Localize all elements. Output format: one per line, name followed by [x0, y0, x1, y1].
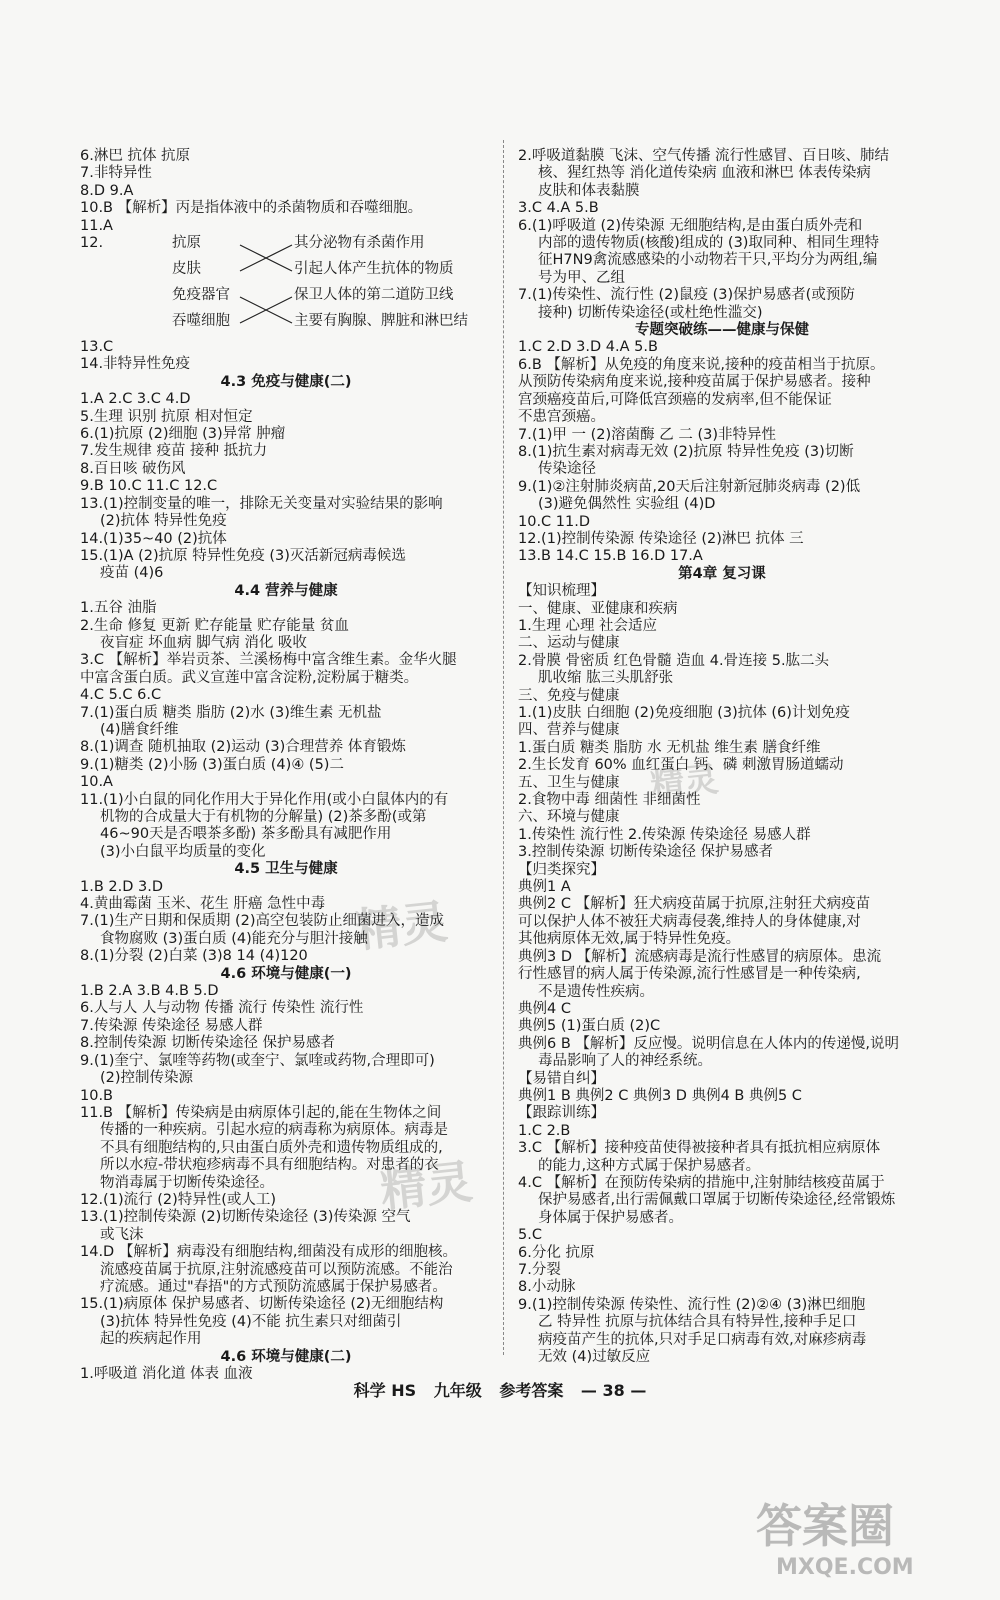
answer-line: 不是遗传性疾病。	[538, 983, 654, 1000]
match-lines	[94, 235, 494, 339]
answer-line: 14.(1)35~40 (2)抗体	[80, 530, 227, 547]
answer-line: 【跟踪训练】	[518, 1105, 605, 1122]
answer-line: 1.A 2.C 3.C 4.D	[80, 391, 191, 408]
answer-line: 从预防传染病角度来说,接种疫苗属于保护易感者。接种	[518, 374, 871, 391]
answer-line: 46~90天是否喂茶多酚) 茶多酚具有减肥作用	[100, 826, 392, 843]
answer-line: 1.蛋白质 糖类 脂肪 水 无机盐 维生素 膳食纤维	[518, 739, 821, 756]
answer-line: (4)膳食纤维	[100, 721, 179, 738]
answer-line: 8.小动脉	[518, 1279, 576, 1296]
answer-line: 乙 特异性 抗原与抗体结合具有特异性,接种手足口	[538, 1314, 857, 1331]
answer-line: 12.(1)控制传染源 传染途径 (2)淋巴 抗体 三	[518, 530, 804, 547]
answer-line: 9.(1)糖类 (2)小肠 (3)蛋白质 (4)④ (5)二	[80, 756, 344, 773]
answer-line: 3.控制传染源 切断传染途径 保护易感者	[518, 844, 774, 861]
answer-line: 3.C 4.A 5.B	[518, 200, 599, 217]
answer-line: 六、环境与健康	[518, 809, 620, 826]
answer-line: 号为甲、乙组	[538, 269, 625, 286]
answer-line: 内部的遗传物质(核酸)组成的 (3)取同种、相同生理特	[538, 235, 879, 252]
answer-line: 8.D 9.A	[80, 182, 134, 199]
answer-line: (2)抗体 特异性免疫	[100, 513, 227, 530]
question-number: 12.	[80, 235, 104, 252]
answer-line: 8.控制传染源 切断传染途径 保护易感者	[80, 1035, 336, 1052]
answer-line: 1.C 2.D 3.D 4.A 5.B	[518, 339, 658, 356]
answer-line: 三、免疫与健康	[518, 687, 620, 704]
answer-line: 一、健康、亚健康和疾病	[518, 600, 678, 617]
column-divider	[503, 140, 504, 1355]
footer-page-number: — 38 —	[580, 1381, 647, 1400]
answer-line: 3.C 【解析】接种疫苗使得被接种者具有抵抗相应病原体	[518, 1140, 881, 1157]
match-right-item: 主要有胸腺、脾脏和淋巴结	[294, 313, 468, 330]
answer-line: 典例4 C	[518, 1000, 571, 1017]
answer-line: 物消毒属于切断传染途径。	[100, 1174, 274, 1191]
answer-line: 1.B 2.A 3.B 4.B 5.D	[80, 983, 219, 1000]
section-heading: 4.5 卫生与健康	[234, 861, 338, 878]
answer-line: 2.生长发育 60% 血红蛋白 钙、磷 刺激胃肠道蠕动	[518, 757, 844, 774]
answer-line: 6.人与人 人与动物 传播 流行 传染性 流行性	[80, 1000, 364, 1017]
answer-line: 4.黄曲霉菌 玉米、花生 肝癌 急性中毒	[80, 896, 326, 913]
answer-line: 典例3 D 【解析】流感病毒是流行性感冒的病原体。患流	[518, 948, 882, 965]
answer-line: 7.非特异性	[80, 165, 152, 182]
answer-line: 典例5 (1)蛋白质 (2)C	[518, 1018, 661, 1035]
answer-line: 流感疫苗属于抗原,注射流感疫苗可以预防流感。不能治	[100, 1261, 453, 1278]
answer-line: 五、卫生与健康	[518, 774, 620, 791]
answer-line: 14.非特异性免疫	[80, 356, 191, 373]
footer-grade: 九年级	[433, 1381, 482, 1400]
answer-line: 7.(1)传染性、流行性 (2)鼠疫 (3)保护易感者(或预防	[518, 287, 855, 304]
answer-line: 5.生理 识别 抗原 相对恒定	[80, 408, 253, 425]
answer-line: 机物的合成量大于有机物的分解量) (2)茶多酚(或第	[100, 809, 427, 825]
answer-line: 1.生理 心理 社会适应	[518, 617, 658, 634]
answer-line: 疗流感。通过"春捂"的方式预防流感属于保护易感者。	[100, 1278, 447, 1295]
answer-line: 行性感冒的病人属于传染源,流行性感冒是一种传染病,	[518, 966, 861, 983]
answer-line: 10.B	[80, 1087, 114, 1104]
logo-text: 答案圈	[756, 1499, 894, 1553]
answer-line: 11.(1)小白鼠的同化作用大于异化作用(或小白鼠体内的有	[80, 791, 449, 808]
answer-line: 4.C 【解析】在预防传染病的措施中,注射肺结核疫苗属于	[518, 1174, 885, 1191]
section-heading: 4.6 环境与健康(一)	[220, 965, 352, 982]
answer-line: 8.(1)分裂 (2)白菜 (3)8 14 (4)120	[80, 948, 308, 965]
answer-line: 1.(1)皮肤 白细胞 (2)免疫细胞 (3)抗体 (6)计划免疫	[518, 705, 850, 721]
answer-line: 宫颈癌疫苗后,可降低宫颈癌的发病率,但不能保证	[518, 391, 832, 408]
answer-line: 7.传染源 传染途径 易感人群	[80, 1017, 263, 1034]
answer-line: 典例2 C 【解析】狂犬病疫苗属于抗原,注射狂犬病疫苗	[518, 896, 871, 913]
answer-line: 10.B 【解析】丙是指体液中的杀菌物质和吞噬细胞。	[80, 200, 423, 217]
answer-line: 1.五谷 油脂	[80, 600, 157, 617]
answer-line: 14.D 【解析】病毒没有细胞结构,细菌没有成形的细胞核。	[80, 1244, 457, 1261]
answer-line: 10.A	[80, 774, 113, 791]
answer-line: 传染途径	[538, 461, 596, 478]
answer-line: 15.(1)病原体 保护易感者、切断传染途径 (2)无细胞结构	[80, 1296, 444, 1313]
answer-line: 核、猩红热等 消化道传染病 血液和淋巴 体表传染病	[538, 165, 871, 182]
answer-line: 征H7N9禽流感感染的小动物若干只,平均分为两组,编	[538, 252, 878, 269]
watermark: 精灵	[377, 1154, 475, 1218]
answer-line: 的能力,这种方式属于保护易感者。	[538, 1157, 761, 1174]
answer-line: 可以保护人体不被狂犬病毒侵袭,维持人的身体健康,对	[518, 913, 861, 930]
matching-question	[80, 235, 492, 339]
answer-line: 保护易感者,出行需佩戴口罩属于切断传染途径,经常锻炼	[538, 1192, 896, 1209]
answer-line: 15.(1)A (2)抗原 特异性免疫 (3)灭活新冠病毒候选	[80, 547, 406, 564]
section-heading: 专题突破练——健康与保健	[635, 322, 809, 339]
answer-line: 7.(1)甲 一 (2)溶菌酶 乙 二 (3)非特异性	[518, 426, 776, 443]
answer-line: 皮肤和体表黏膜	[538, 182, 640, 199]
answer-line: 传播的一种疾病。引起水痘的病毒称为病原体。病毒是	[100, 1122, 448, 1139]
match-left-item: 吞噬细胞	[172, 313, 230, 330]
answer-line: 接种) 切断传染途径(或杜绝性滥交)	[538, 304, 763, 321]
section-heading: 4.6 环境与健康(二)	[220, 1348, 352, 1365]
answer-line: 7.分裂	[518, 1262, 561, 1278]
answer-line: 13.C	[80, 339, 114, 356]
right-column	[518, 148, 926, 1366]
answer-line: 6.淋巴 抗体 抗原	[80, 148, 191, 164]
match-right-item: 保卫人体的第二道防卫线	[294, 287, 454, 304]
answer-line: 疫苗 (4)6	[100, 565, 164, 582]
answer-line: 2.呼吸道黏膜 飞沫、空气传播 流行性感冒、百日咳、肺结	[518, 148, 890, 164]
answer-line: 2.骨膜 骨密质 红色骨髓 造血 4.骨连接 5.肱二头	[518, 652, 830, 669]
answer-line: 所以水痘-带状疱疹病毒不具有细胞结构。对患者的衣	[100, 1157, 439, 1174]
answer-line: 肌收缩 肱三头肌舒张	[538, 670, 674, 687]
answer-line: 2.生命 修复 更新 贮存能量 贮存能量 贫血	[80, 617, 349, 634]
answer-line: 11.B 【解析】传染病是由病原体引起的,能在生物体之间	[80, 1104, 442, 1121]
answer-line: 1.呼吸道 消化道 体表 血液	[80, 1366, 253, 1382]
answer-line: 9.(1)②注射肺炎病苗,20天后注射新冠肺炎病毒 (2)低	[518, 478, 861, 495]
answer-line: 中富含蛋白质。武义宣莲中富含淀粉,淀粉属于糖类。	[80, 669, 419, 686]
answer-line: 二、运动与健康	[518, 635, 620, 652]
answer-line: 13.B 14.C 15.B 16.D 17.A	[518, 548, 703, 565]
answer-line: 6.(1)抗原 (2)细胞 (3)异常 肿瘤	[80, 426, 286, 443]
answer-line: 7.(1)蛋白质 糖类 脂肪 (2)水 (3)维生素 无机盐	[80, 704, 382, 721]
match-left-item: 皮肤	[172, 261, 201, 278]
footer-label: 参考答案	[499, 1381, 564, 1400]
site-logo-watermark	[746, 1490, 986, 1580]
answer-line: 10.C 11.D	[518, 513, 591, 530]
answer-line: (3)抗体 特异性免疫 (4)不能 抗生素只对细菌引	[100, 1313, 402, 1330]
answer-line: 11.A	[80, 217, 113, 234]
answer-line: 病疫苗产生的抗体,只对手足口病毒有效,对麻疹病毒	[538, 1331, 867, 1348]
answer-line: 5.C	[518, 1227, 542, 1244]
footer-subject: 科学 HS	[353, 1381, 417, 1400]
answer-line: 典例1 A	[518, 879, 571, 896]
answer-line: 2.食物中毒 细菌性 非细菌性	[518, 792, 701, 809]
answer-line: (2)控制传染源	[100, 1070, 194, 1087]
match-left-item: 免疫器官	[172, 287, 230, 304]
answer-line: 6.B 【解析】从免疫的角度来说,接种的疫苗相当于抗原。	[518, 356, 885, 373]
match-right-item: 引起人体产生抗体的物质	[294, 261, 454, 278]
logo-url: MXQE.COM	[776, 1555, 914, 1580]
watermark: 精灵	[352, 894, 450, 958]
answer-line: (3)小白鼠平均质量的变化	[100, 843, 266, 860]
answer-line: 四、营养与健康	[518, 722, 620, 739]
answer-line: (3)避免偶然性 实验组 (4)D	[538, 496, 716, 513]
answer-line: 起的疾病起作用	[100, 1331, 202, 1348]
answer-line: 1.B 2.D 3.D	[80, 878, 163, 895]
answer-line: 不具有细胞结构的,只由蛋白质外壳和遗传物质组成的,	[100, 1139, 443, 1156]
answer-line: 或飞沫	[100, 1226, 144, 1243]
answer-line: 7.(1)生产日期和保质期 (2)高空包装防止细菌进入，造成	[80, 913, 445, 930]
section-heading: 第4章 复习课	[678, 565, 766, 582]
answer-line: 3.C 【解析】举岩贡茶、兰溪杨梅中富含维生素。金华火腿	[80, 652, 457, 669]
answer-line: 7.发生规律 疫苗 接种 抵抗力	[80, 443, 268, 460]
answer-line: 12.(1)流行 (2)特异性(或人工)	[80, 1191, 277, 1208]
answer-line: 9.(1)控制传染源 传染性、流行性 (2)②④ (3)淋巴细胞	[518, 1296, 866, 1313]
answer-line: 1.C 2.B	[518, 1122, 571, 1139]
watermark: 精灵	[648, 759, 721, 807]
answer-line: 夜盲症 坏血病 脚气病 消化 吸收	[100, 634, 307, 651]
answer-line: 4.C 5.C 6.C	[80, 687, 162, 704]
answer-line: 1.传染性 流行性 2.传染源 传染途径 易感人群	[518, 826, 811, 843]
answer-line: 8.(1)调查 随机抽取 (2)运动 (3)合理营养 体育锻炼	[80, 739, 406, 756]
answer-line: 其他病原体无效,属于特异性免疫。	[518, 931, 741, 948]
match-left-item: 抗原	[172, 235, 201, 252]
answer-line: 食物腐败 (3)蛋白质 (4)能充分与胆汁接触	[100, 930, 368, 947]
answer-line: 【知识梳理】	[518, 583, 605, 600]
match-right-item: 其分泌物有杀菌作用	[294, 235, 425, 252]
section-heading: 4.3 免疫与健康(二)	[220, 373, 352, 390]
answer-line: 13.(1)控制变量的唯一，排除无关变量对实验结果的影响	[80, 495, 443, 512]
answer-line: 不患宫颈癌。	[518, 409, 605, 426]
answer-line: 典例6 B 【解析】反应慢。说明信息在人体内的传递慢,说明	[518, 1035, 899, 1052]
answer-line: 典例1 B 典例2 C 典例3 D 典例4 B 典例5 C	[518, 1087, 802, 1104]
answer-line: 【易错自纠】	[518, 1070, 605, 1087]
page-footer	[0, 1378, 1000, 1401]
answer-line: 9.B 10.C 11.C 12.C	[80, 478, 218, 495]
answer-line: 6.分化 抗原	[518, 1244, 595, 1261]
answer-line: 9.(1)奎宁、氯喹等药物(或奎宁、氯喹或药物,合理即可)	[80, 1052, 435, 1069]
answer-line: 毒品影响了人的神经系统。	[538, 1053, 712, 1070]
answer-line: 【归类探究】	[518, 861, 605, 878]
answer-line: 身体属于保护易感者。	[538, 1209, 683, 1226]
section-heading: 4.4 营养与健康	[234, 582, 338, 599]
answer-line: 13.(1)控制传染源 (2)切断传染途径 (3)传染源 空气	[80, 1209, 411, 1226]
answer-line: 无效 (4)过敏反应	[538, 1349, 651, 1366]
answer-line: 6.(1)呼吸道 (2)传染源 无细胞结构,是由蛋白质外壳和	[518, 217, 863, 234]
answer-line: 8.百日咳 破伤风	[80, 460, 186, 477]
answer-line: 8.(1)抗生素对病毒无效 (2)抗原 特异性免疫 (3)切断	[518, 443, 854, 460]
